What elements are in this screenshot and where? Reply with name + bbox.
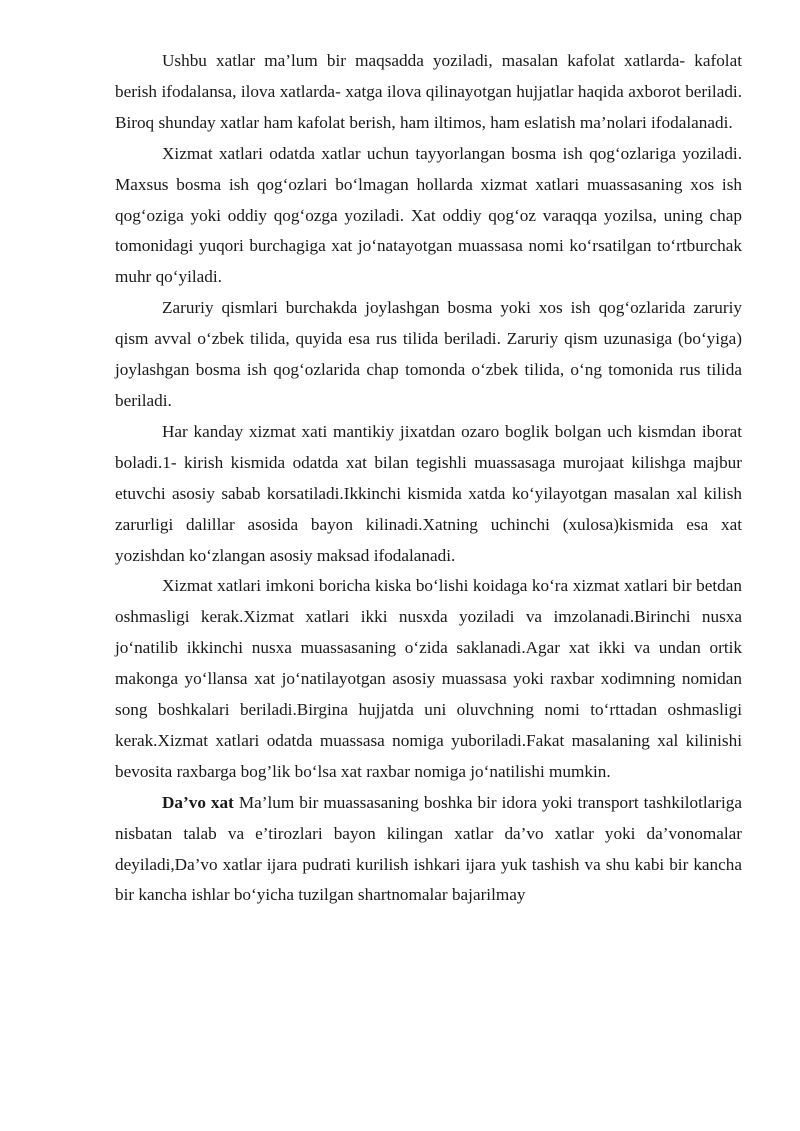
document-page	[115, 46, 742, 911]
paragraph: Har kanday xizmat xati mantikiy jixatdan ozaro boglik bolgan uch kismdan iborat boladi.1- kirish kismida odatda xat bilan tegishli muassasaga murojaat kilishga majbur etuvchi asosiy sabab korsatiladi.Ikkinchi kismida xatda ko‘yilayotgan masalan xal kilish zarurligi dalillar asosida bayon kilinadi.Xatning uchinchi (xulosa)kismida esa xat yozishdan ko‘zlangan asosiy maksad ifodalanadi.	[115, 421, 742, 565]
paragraph: Zaruriy qismlari burchakda joylashgan bosma yoki xos ish qog‘ozlarida zaruriy qism avval o‘zbek tilida, quyida esa rus tilida beriladi. Zaruriy qism uzunasiga (bo‘yiga) joylashgan bosma ish qog‘ozlarida chap tomonda o‘zbek tilida, o‘ng tomonida rus tilida beriladi.	[115, 298, 742, 410]
paragraph: Ushbu xatlar ma’lum bir maqsadda yoziladi, masalan kafolat xatlarda- kafolat berish ifodalansa, ilova xatlarda- xatga ilova qilinayotgan hujjatlar haqida axborot beriladi. Biroq shunday xatlar ham kafolat berish, ham iltimos, ham eslatish ma’nolari ifodalanadi.	[115, 51, 742, 132]
davo-xat-heading: Da’vo xat	[162, 792, 234, 812]
paragraph: Xizmat xatlari odatda xatlar uchun tayyorlangan bosma ish qog‘ozlariga yoziladi. Maxsus bosma ish qog‘ozlari bo‘lmagan hollarda xizmat xatlari muassasaning xos ish qog‘oziga yoki oddiy qog‘ozga yoziladi. Xat oddiy qog‘oz varaqqa yozilsa, uning chap tomonidagi yuqori burchagiga xat jo‘natayotgan muassasa nomi ko‘rsatilgan to‘rtburchak muhr qo‘yiladi.	[115, 143, 742, 287]
davo-xat-text: Ma’lum bir muassasaning boshka bir idora yoki transport tashkilotlariga nisbatan talab va e’tirozlari bayon kilingan xatlar da’vo xatlar yoki da’vonomalar deyiladi,Da’vo xatlar ijara pudrati kurilish ishkari ijara yuk tashish va shu kabi bir kancha bir kancha ishlar bo‘yicha tuzilgan shartnomalar bajarilmay	[115, 792, 742, 905]
paragraph: Xizmat xatlari imkoni boricha kiska bo‘lishi koidaga ko‘ra xizmat xatlari bir betdan oshmasligi kerak.Xizmat xatlari ikki nusxda yoziladi va imzolanadi.Birinchi nusxa jo‘natilib ikkinchi nusxa muassasaning o‘zida saklanadi.Agar xat ikki va undan ortik makonga yo‘llansa xat jo‘natilayotgan asosiy muassasa yoki raxbar xodimning nomidan song boshkalari beriladi.Birgina hujjatda uni oluvchning nomi to‘rttadan oshmasligi kerak.Xizmat xatlari odatda muassasa nomiga yuboriladi.Fakat masalaning xal kilinishi bevosita raxbarga bog’lik bo‘lsa xat raxbar nomiga jo‘natilishi mumkin.	[115, 576, 742, 781]
paragraph-davo-xat	[115, 788, 742, 912]
